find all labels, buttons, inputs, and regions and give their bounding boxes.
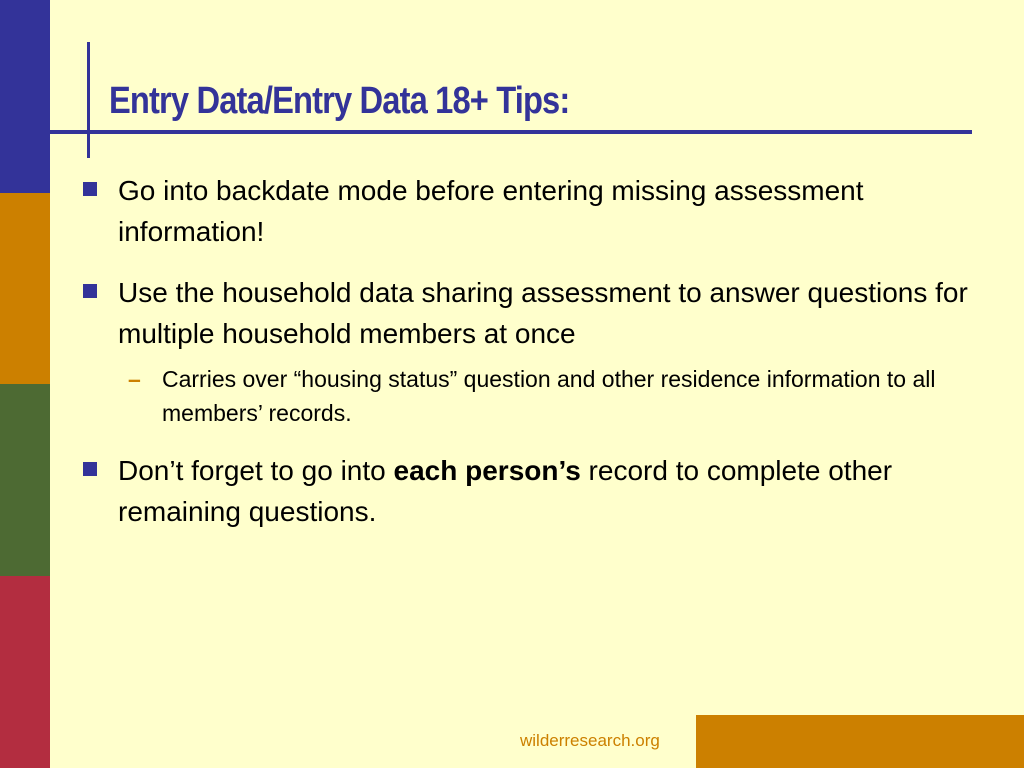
left-stripe-orange	[0, 193, 50, 384]
bullet-text-start: Don’t forget to go into	[118, 455, 394, 486]
bullet-list	[80, 170, 990, 552]
footer-url: wilderresearch.org	[520, 731, 660, 750]
square-bullet-icon	[83, 284, 97, 298]
bullet-item-1	[80, 170, 990, 252]
bullet-text-end: record to complete other remaining questions.	[118, 455, 893, 527]
footer-bar	[696, 715, 1024, 768]
sub-bullet-text: Carries over “housing status” question and other residence information to all members’ records.	[162, 366, 936, 426]
bullet-text-emphasis: each person’s	[393, 455, 581, 486]
title-vertical-rule	[87, 42, 90, 158]
dash-bullet-icon: –	[128, 366, 141, 392]
left-stripe-green	[0, 384, 50, 576]
bullet-text: Go into backdate mode before entering missing assessment information!	[118, 175, 864, 247]
left-stripe-blue	[0, 0, 50, 193]
slide-title: Entry Data/Entry Data 18+ Tips:	[109, 80, 570, 122]
sub-bullet-item	[80, 362, 990, 430]
bullet-text: Use the household data sharing assessment to answer questions for multiple household members at once	[118, 277, 968, 349]
bullet-item-2	[80, 272, 990, 354]
square-bullet-icon	[83, 182, 97, 196]
square-bullet-icon	[83, 462, 97, 476]
bullet-item-3	[80, 450, 990, 532]
title-horizontal-rule	[50, 130, 972, 134]
left-stripe-red	[0, 576, 50, 768]
